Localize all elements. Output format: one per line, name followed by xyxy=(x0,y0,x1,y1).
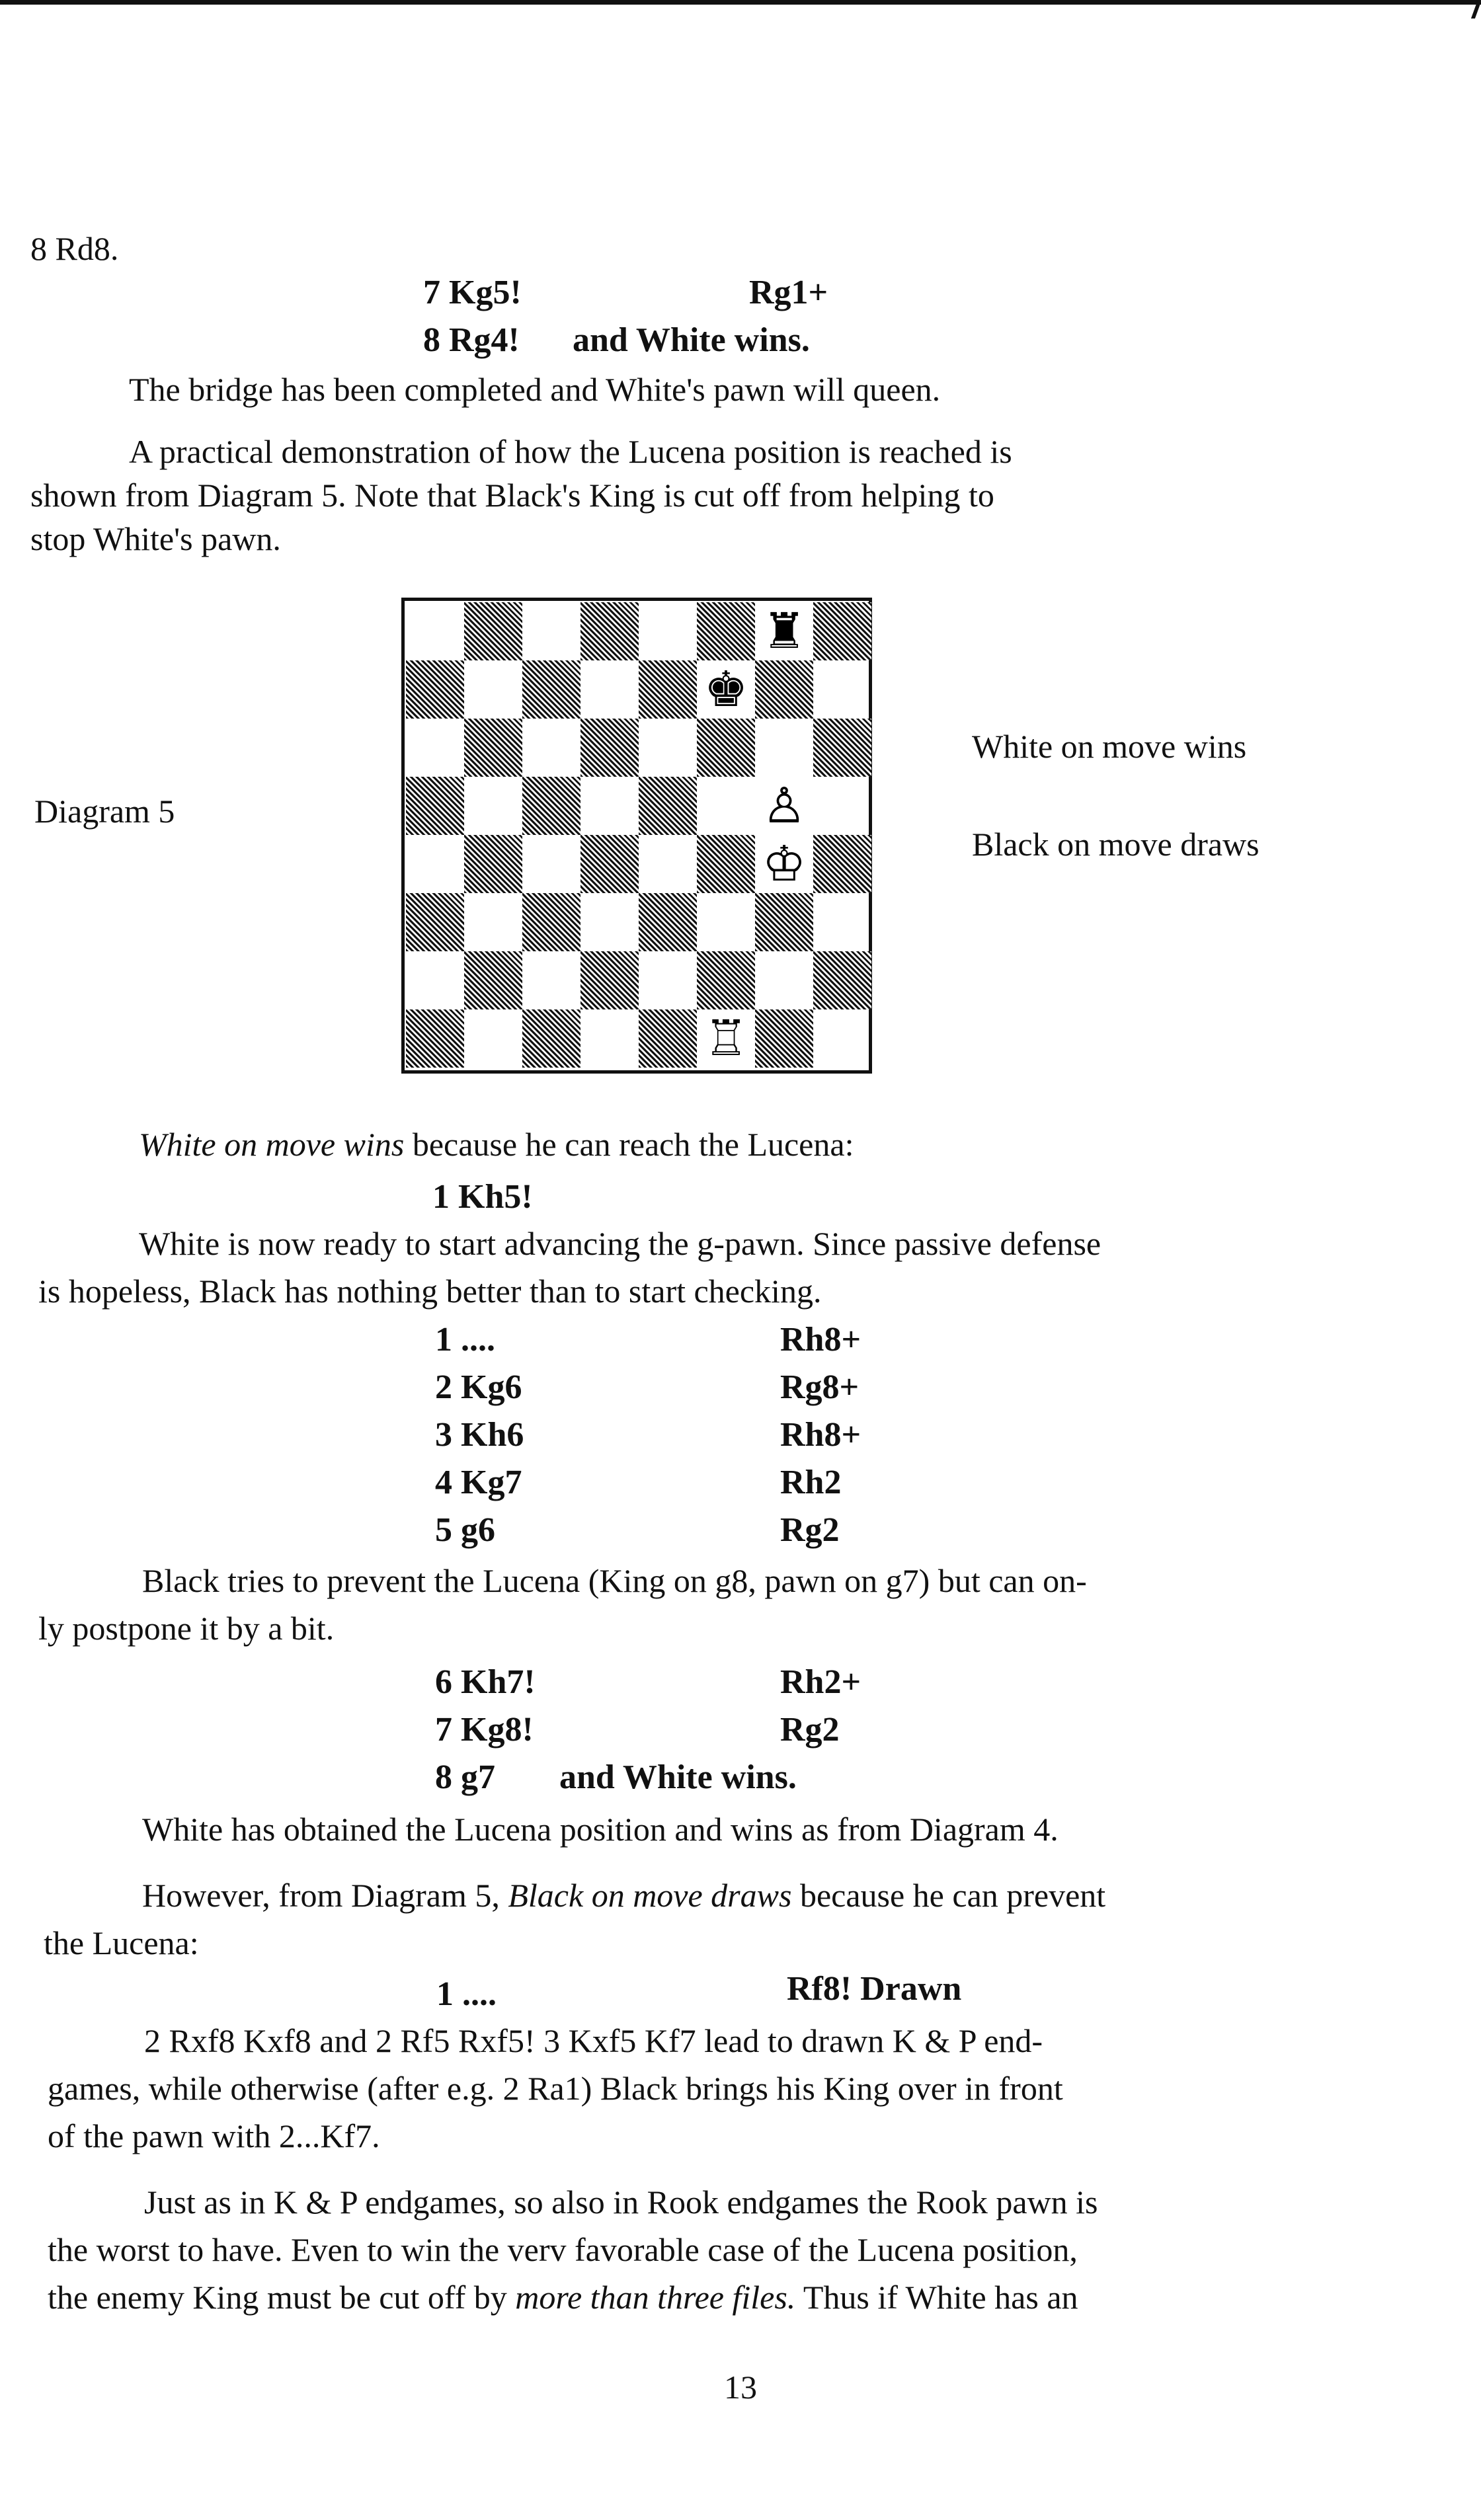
board-square xyxy=(755,660,813,719)
board-square xyxy=(522,719,580,777)
board-square xyxy=(580,951,639,1009)
paragraph-rook-pawn-b: Thus if White has an xyxy=(795,2279,1078,2316)
board-square xyxy=(755,951,813,1009)
board-square xyxy=(639,1009,697,1068)
paragraph-endgames-line1: 2 Rxf8 Kxf8 and 2 Rf5 Rxf5! 3 Kxf5 Kf7 lead to drawn K & P end- xyxy=(144,2022,1043,2059)
move-draw-black: Rf8! Drawn xyxy=(787,1970,962,2008)
move-8b-white: 8 g7 xyxy=(435,1758,495,1796)
board-square xyxy=(522,835,580,893)
board-square xyxy=(697,777,755,835)
board-square xyxy=(697,893,755,951)
paragraph-however-line2: the Lucena: xyxy=(44,1924,199,1961)
paragraph-demo-line1: A practical demonstration of how the Lucena position is reached is xyxy=(129,433,1012,470)
white-pawn-icon: ♙ xyxy=(755,777,813,835)
paragraph-rook-pawn-line3 xyxy=(48,2277,1078,2318)
board-square xyxy=(580,777,639,835)
paragraph-endgames-line3: of the pawn with 2...Kf7. xyxy=(48,2117,380,2154)
board-square xyxy=(406,719,464,777)
board-square xyxy=(697,835,755,893)
board-square xyxy=(464,777,522,835)
move-4-black: Rh2 xyxy=(780,1464,842,1501)
board-square xyxy=(580,835,639,893)
board-square xyxy=(522,660,580,719)
board-square xyxy=(464,660,522,719)
board-square xyxy=(464,893,522,951)
move-1-white: 1 .... xyxy=(435,1321,495,1358)
move-2-white: 2 Kg6 xyxy=(435,1368,522,1406)
board-square xyxy=(464,951,522,1009)
paragraph-demo-line2: shown from Diagram 5. Note that Black's King is cut off from helping to xyxy=(30,477,994,514)
paragraph-bridge: The bridge has been completed and White's pawn will queen. xyxy=(129,371,941,408)
move-7b-black: Rg2 xyxy=(780,1711,840,1749)
board-square xyxy=(406,951,464,1009)
board-square xyxy=(580,602,639,660)
move-3-black: Rh8+ xyxy=(780,1416,861,1454)
board-square xyxy=(464,719,522,777)
move-5-white: 5 g6 xyxy=(435,1511,495,1549)
board-square xyxy=(813,660,871,719)
emphasis-black-on-move-draws: Black on move draws xyxy=(508,1877,792,1914)
move-8b-result: and White wins. xyxy=(559,1758,797,1796)
board-square xyxy=(697,602,755,660)
white-king-icon: ♔ xyxy=(755,835,813,893)
move-draw-white: 1 .... xyxy=(436,1975,497,2013)
board-square xyxy=(755,719,813,777)
move-8-white: 8 Rg4! xyxy=(423,321,520,359)
board-square xyxy=(813,835,871,893)
emphasis-more-than-three-files: more than three files. xyxy=(515,2279,796,2316)
paragraph-however-line1 xyxy=(142,1875,1105,1916)
move-1-black: Rh8+ xyxy=(780,1321,861,1358)
move-7-black: Rg1+ xyxy=(749,274,828,311)
board-square xyxy=(639,893,697,951)
paragraph-rook-pawn-line2: the worst to have. Even to win the verv favorable case of the Lucena position, xyxy=(48,2231,1078,2268)
board-square xyxy=(580,1009,639,1068)
board-square xyxy=(755,893,813,951)
white-rook-icon: ♖ xyxy=(697,1009,755,1068)
move-6-white: 6 Kh7! xyxy=(435,1663,536,1701)
board-square xyxy=(464,1009,522,1068)
paragraph-however-a: However, from Diagram 5, xyxy=(142,1877,508,1914)
board-square xyxy=(522,1009,580,1068)
paragraph-rook-pawn-line1: Just as in K & P endgames, so also in Rook endgames the Rook pawn is xyxy=(144,2184,1098,2221)
move-2-black: Rg8+ xyxy=(780,1368,860,1406)
paragraph-advance-line1: White is now ready to start advancing the g-pawn. Since passive defense xyxy=(139,1225,1101,1262)
board-square xyxy=(813,719,871,777)
top-rule xyxy=(0,0,1481,5)
move-5-black: Rg2 xyxy=(780,1511,840,1549)
move-7b-white: 7 Kg8! xyxy=(435,1711,534,1749)
paragraph-however-b: because he can prevent xyxy=(791,1877,1106,1914)
board-square xyxy=(639,719,697,777)
move-8-result: and White wins. xyxy=(573,321,810,359)
board-square xyxy=(639,951,697,1009)
board-square xyxy=(697,719,755,777)
paragraph-obtained: White has obtained the Lucena position and wins as from Diagram 4. xyxy=(142,1811,1059,1848)
board-square xyxy=(639,660,697,719)
move-3-white: 3 Kh6 xyxy=(435,1416,524,1454)
board-square xyxy=(522,602,580,660)
board-square xyxy=(464,835,522,893)
paragraph-endgames-line2: games, while otherwise (after e.g. 2 Ra1) Black brings his King over in front xyxy=(48,2070,1063,2107)
board-square xyxy=(522,893,580,951)
board-square xyxy=(813,893,871,951)
board-square xyxy=(813,951,871,1009)
page-number: 13 xyxy=(724,2369,757,2406)
board-square xyxy=(755,1009,813,1068)
board-square xyxy=(406,660,464,719)
black-rook-icon: ♜ xyxy=(755,602,813,660)
diagram-caption-white: White on move wins xyxy=(972,728,1247,765)
black-king-icon: ♚ xyxy=(697,660,755,719)
chess-board xyxy=(401,598,872,1074)
board-square xyxy=(813,777,871,835)
previous-line: 8 Rd8. xyxy=(30,230,119,267)
board-square xyxy=(406,835,464,893)
paragraph-prevent-line2: ly postpone it by a bit. xyxy=(38,1610,335,1647)
board-square xyxy=(464,602,522,660)
board-square xyxy=(406,893,464,951)
board-square xyxy=(813,602,871,660)
board-square xyxy=(406,777,464,835)
board-square xyxy=(639,777,697,835)
board-square xyxy=(639,835,697,893)
board-square xyxy=(697,951,755,1009)
paragraph-white-wins-rest: because he can reach the Lucena: xyxy=(404,1126,854,1163)
diagram-caption-black: Black on move draws xyxy=(972,826,1260,863)
board-square xyxy=(406,602,464,660)
paragraph-advance-line2: is hopeless, Black has nothing better than to start checking. xyxy=(38,1273,822,1310)
board-square xyxy=(639,602,697,660)
emphasis-white-on-move-wins: White on move wins xyxy=(139,1126,405,1163)
move-kh5: 1 Kh5! xyxy=(432,1178,533,1216)
diagram-label: Diagram 5 xyxy=(34,793,175,830)
paragraph-white-wins xyxy=(139,1124,854,1165)
board-square xyxy=(406,1009,464,1068)
board-square xyxy=(522,777,580,835)
board-square xyxy=(813,1009,871,1068)
move-4-white: 4 Kg7 xyxy=(435,1464,522,1501)
board-square xyxy=(580,719,639,777)
board-square xyxy=(580,660,639,719)
paragraph-rook-pawn-a: the enemy King must be cut off by xyxy=(48,2279,516,2316)
move-7-white: 7 Kg5! xyxy=(423,274,522,311)
paragraph-demo-line3: stop White's pawn. xyxy=(30,520,281,557)
board-square xyxy=(580,893,639,951)
move-6-black: Rh2+ xyxy=(780,1663,861,1701)
board-square xyxy=(522,951,580,1009)
paragraph-prevent-line1: Black tries to prevent the Lucena (King on g8, pawn on g7) but can on- xyxy=(142,1562,1087,1599)
